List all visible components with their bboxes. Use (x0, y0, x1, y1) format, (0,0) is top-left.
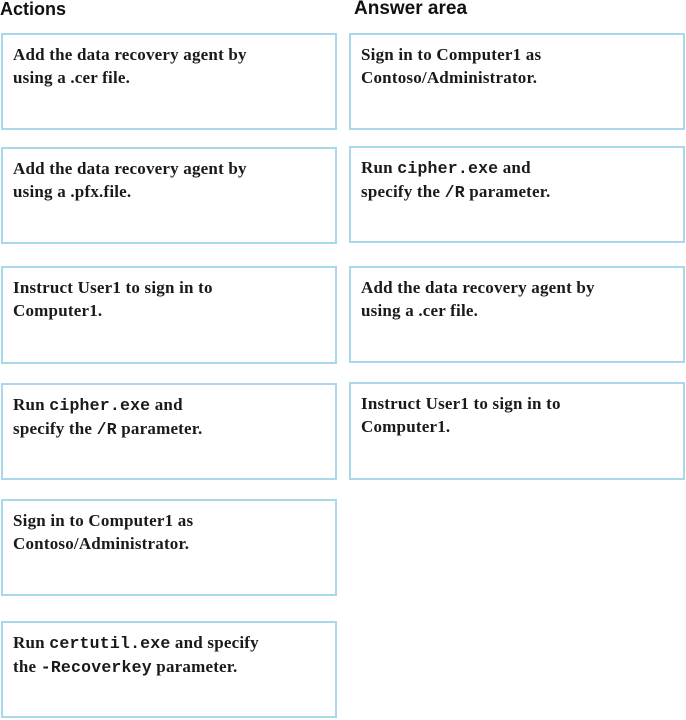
card-line (13, 393, 325, 417)
card-text: using a .pfx.file. (13, 182, 132, 201)
card-text: Add the data recovery agent by (13, 159, 247, 178)
card-line (361, 392, 673, 415)
card-text: using a .cer file. (13, 68, 131, 87)
card-text: Sign in to Computer1 as (13, 511, 194, 530)
card-text: specify the (361, 182, 445, 201)
card-line (13, 417, 325, 441)
card-line (361, 180, 673, 204)
action-card-6[interactable] (1, 621, 337, 718)
card-line (361, 299, 673, 322)
card-line (13, 43, 325, 66)
card-text: parameter. (116, 419, 203, 438)
action-card-4[interactable] (1, 383, 337, 480)
answer-card-1[interactable] (349, 33, 685, 130)
card-text: and (498, 158, 531, 177)
card-text: Computer1. (361, 417, 451, 436)
card-line (361, 43, 673, 66)
card-text: and (150, 395, 183, 414)
card-text: parameter. (151, 657, 238, 676)
card-line (13, 655, 325, 679)
card-text: Run (13, 633, 50, 652)
action-card-3[interactable] (1, 266, 337, 364)
card-line (13, 276, 325, 299)
card-line (13, 66, 325, 89)
card-line (361, 415, 673, 438)
card-text: Sign in to Computer1 as (361, 45, 542, 64)
code-text: -Recoverkey (40, 658, 152, 677)
card-text: using a .cer file. (361, 301, 479, 320)
card-text: specify the (13, 419, 97, 438)
card-text: Contoso/Administrator. (13, 534, 190, 553)
card-line (13, 299, 325, 322)
card-line (13, 532, 325, 555)
card-text: Run (13, 395, 50, 414)
card-text: Add the data recovery agent by (361, 278, 595, 297)
card-line (13, 180, 325, 203)
action-card-1[interactable] (1, 33, 337, 130)
answer-card-2[interactable] (349, 146, 685, 243)
answer-area-title: Answer area (354, 0, 468, 19)
code-text: certutil.exe (49, 634, 171, 653)
action-card-5[interactable] (1, 499, 337, 596)
actions-title: Actions (0, 0, 67, 19)
code-text: cipher.exe (49, 396, 151, 415)
card-text: Instruct User1 to sign in to (361, 394, 561, 413)
card-line (361, 276, 673, 299)
code-text: cipher.exe (397, 159, 499, 178)
code-text: /R (444, 183, 465, 202)
card-text: Instruct User1 to sign in to (13, 278, 213, 297)
card-text: Contoso/Administrator. (361, 68, 538, 87)
card-text: Computer1. (13, 301, 103, 320)
card-text: the (13, 657, 41, 676)
card-text: parameter. (464, 182, 551, 201)
card-text: and specify (170, 633, 259, 652)
action-card-2[interactable] (1, 147, 337, 244)
card-text: Run (361, 158, 398, 177)
card-line (13, 509, 325, 532)
code-text: /R (96, 420, 117, 439)
card-text: Add the data recovery agent by (13, 45, 247, 64)
answer-card-3[interactable] (349, 266, 685, 363)
card-line (361, 66, 673, 89)
card-line (13, 631, 325, 655)
answer-card-4[interactable] (349, 382, 685, 480)
card-line (13, 157, 325, 180)
card-line (361, 156, 673, 180)
